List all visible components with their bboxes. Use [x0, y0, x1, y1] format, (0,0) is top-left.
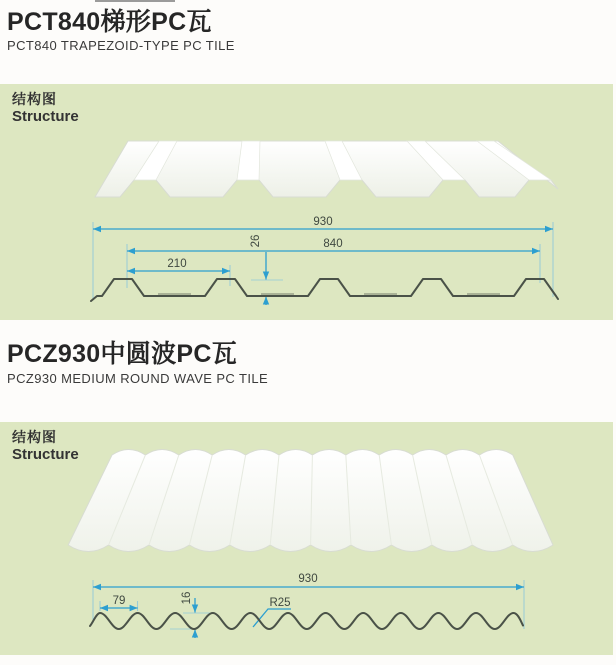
- product2-subtitle: PCZ930 MEDIUM ROUND WAVE PC TILE: [7, 371, 269, 386]
- trapezoid-tile-3d-image: [95, 141, 558, 197]
- trapezoid-tile-figure: [0, 84, 613, 320]
- structure-label-2-zh: 结构图: [12, 429, 57, 445]
- dim-total-width-label-1: 930: [313, 216, 333, 228]
- dim-pitch-label-1: 210: [167, 258, 187, 270]
- dim-pitch-label-2: 79: [112, 595, 126, 607]
- product2-structure-panel: [0, 422, 613, 655]
- dim-radius-label: R25: [269, 597, 291, 609]
- trapezoid-section-drawing: [91, 216, 558, 305]
- product1-subtitle: PCT840 TRAPEZOID-TYPE PC TILE: [7, 38, 235, 53]
- dim-height-label-1: 26: [250, 234, 262, 248]
- dim-effective-width-label: 840: [323, 238, 343, 250]
- dim-total-width-label-2: 930: [298, 573, 318, 585]
- structure-label-1-zh: 结构图: [12, 91, 57, 107]
- product1-title: PCT840梯形PC瓦: [7, 8, 212, 36]
- trapezoid-profile-outline: [91, 279, 558, 301]
- structure-label-1-en: Structure: [12, 108, 79, 125]
- scan-artifact: [95, 0, 175, 2]
- product1-structure-panel: [0, 84, 613, 320]
- wave-section-drawing: [90, 573, 524, 638]
- dim-height-label-2: 16: [181, 591, 193, 605]
- wave-tile-figure: [0, 422, 613, 655]
- wave-tile-3d-image: [68, 450, 553, 552]
- structure-label-2-en: Structure: [12, 446, 79, 463]
- wave-profile-outline: [90, 613, 523, 629]
- product2-title: PCZ930中圆波PC瓦: [7, 340, 238, 368]
